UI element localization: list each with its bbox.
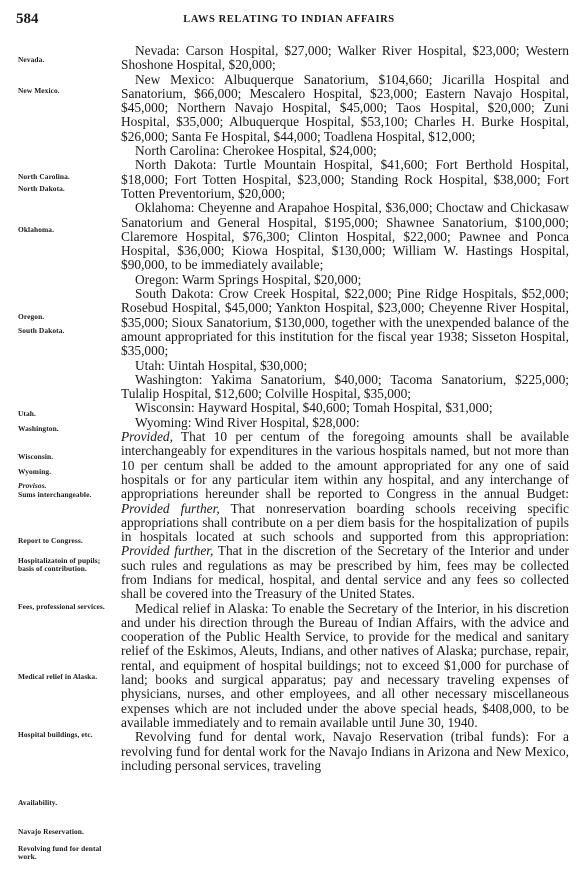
paragraph-revolving-fund: Revolving fund for dental work, Navajo Reservation (tribal funds): For a revolving fund for dental work for the Navajo Indians in Arizona and New Mexico, including personal services, traveling <box>121 729 569 773</box>
margin-note-north-dakota: North Dakota. <box>18 184 65 193</box>
paragraph-medical-relief-alaska: Medical relief in Alaska: To enable the Secretary of the Interior, in his discretion and under his direction through the Bureau of Indian Affairs, with the advice and cooperation of the Public Health Service, to provide for the medical and sanitary relief of the Eskimos, Aleuts, Indians, and other natives of Alaska; purchase, repair, rental, and equipment of hospital buildings; not to exceed $1,000 for purchase of land; books and surgical apparatus; pay and necessary traveling expenses of physicians, nurses, and other employees, and all other necessary miscellaneous expenses which are not included under the above special heads, $408,000, to be available immediately and to remain available until June 30, 1940. <box>121 600 569 730</box>
proviso-further-2: Provided further, <box>121 543 214 559</box>
paragraph-wyoming: Wyoming: Wind River Hospital, $28,000: <box>135 414 360 430</box>
margin-note-oklahoma: Oklahoma. <box>18 225 55 234</box>
margin-note-wisconsin: Wisconsin. <box>18 452 54 461</box>
paragraph-wisconsin: Wisconsin: Hayward Hospital, $40,600; Tomah Hospital, $31,000; <box>135 400 493 416</box>
margin-note-oregon: Oregon. <box>18 312 45 321</box>
margin-note-sums-interchangeable: Sums interchangeable. <box>18 490 92 499</box>
paragraph-north-dakota: North Dakota: Turtle Mountain Hospital, $41,600; Fort Berthold Hospital, $18,000; Fort Totten Hospital, $23,000; Standing Rock Hospital, $38,000; Fort Totten Preventorium, $20,000; <box>121 157 569 201</box>
body-text <box>121 44 569 773</box>
margin-notes <box>0 0 118 875</box>
paragraph-oregon: Oregon: Warm Springs Hospital, $20,000; <box>135 271 362 287</box>
margin-note-fees: Fees, professional services. <box>18 602 105 611</box>
running-title: LAWS RELATING TO INDIAN AFFAIRS <box>183 14 395 25</box>
margin-note-hospitalization: Hospitalizatoin of pupils; basis of contribution. <box>18 556 101 573</box>
margin-note-provisos: Provisos. <box>18 481 47 490</box>
proviso-text-2: That nonreservation boarding schools receiving specific appropriations shall contribute on a per diem basis for the hospitalization of pupils in hospitals located at such schools and supported from this appropriation: <box>121 500 569 545</box>
paragraph-utah: Utah: Uintah Hospital, $30,000; <box>135 357 308 373</box>
margin-note-report-to-congress: Report to Congress. <box>18 536 83 545</box>
margin-note-new-mexico: New Mexico. <box>18 86 60 95</box>
paragraph-provisos <box>121 430 569 602</box>
margin-note-wyoming: Wyoming. <box>18 467 52 476</box>
paragraph-south-dakota: South Dakota: Crow Creek Hospital, $22,000; Pine Ridge Hospitals, $52,000; Rosebud Hospital, $45,000; Yankton Hospital, $23,000; Cheyenne River Hospital, $35,000; Sioux Sanatorium, $130,000, together with the unexpended balance of the amount appropriated for this institution for the fiscal year 1938; Sisseton Hospital, $35,000; <box>121 286 569 359</box>
page-number: 584 <box>16 11 39 27</box>
margin-note-medical-relief: Medical relief in Alaska. <box>18 672 98 681</box>
margin-note-washington: Washington. <box>18 424 59 433</box>
proviso-text-1: That 10 per centum of the foregoing amounts shall be available interchangeably for expenditures in the various hospitals named, but not more than 10 per centum shall be added to the amount appropriated for any one of said hospitals or for any particular item within any hospital, and any interchange of appropriations hereunder shall be reported to Congress in the annual Budget: <box>121 429 569 502</box>
paragraph-oklahoma: Oklahoma: Cheyenne and Arapahoe Hospital, $36,000; Choctaw and Chickasaw Sanatorium and General Hospital, $195,000; Shawnee Sanatorium, $100,000; Claremore Hospital, $76,300; Clinton Hospital, $22,000; Pawnee and Ponca Hospital, $36,000; Kiowa Hospital, $130,000; William W. Hastings Hospital, $90,000, to be immediately available; <box>121 200 569 273</box>
paragraph-north-carolina: North Carolina: Cherokee Hospital, $24,000; <box>135 143 377 159</box>
paragraph-washington: Washington: Yakima Sanatorium, $40,000; Tacoma Sanatorium, $225,000; Tulalip Hospital, $12,600; Colville Hospital, $35,000; <box>121 371 569 402</box>
margin-note-utah: Utah. <box>18 409 36 418</box>
margin-note-south-dakota: South Dakota. <box>18 326 65 335</box>
margin-note-availability: Availability. <box>18 798 58 807</box>
margin-note-nevada: Nevada. <box>18 55 45 64</box>
margin-note-hospital-buildings: Hospital buildings, etc. <box>18 730 93 739</box>
proviso-further-1: Provided further, <box>121 500 220 516</box>
margin-note-north-carolina: North Carolina. <box>18 172 70 181</box>
paragraph-new-mexico: New Mexico: Albuquerque Sanatorium, $104,660; Jicarilla Hospital and Sanatorium, $66,000; Mescalero Hospital, $23,000; Eastern Navajo Hospital, $45,000; Northern Navajo Hospital, $45,000; Taos Hospital, $20,000; Zuni Hospital, $35,000; Albuquerque Hospital, $53,100; Charles H. Burke Hospital, $26,000; Santa Fe Hospital, $44,000; Toadlena Hospital, $12,000; <box>121 71 569 144</box>
proviso-text-3: That in the discretion of the Secretary of the Interior and under such rules and regulations as may be prescribed by him, fees may be collected from Indians for medical, hospital, and dental service and any fees so collected shall be covered into the Treasury of the United States. <box>121 543 570 602</box>
proviso-lead: Provided, <box>121 429 173 445</box>
paragraph-nevada: Nevada: Carson Hospital, $27,000; Walker River Hospital, $23,000; Western Shoshone Hospital, $20,000; <box>121 43 569 73</box>
margin-note-revolving-fund: Revolving fund for dental work. <box>18 844 102 861</box>
margin-note-navajo-reservation: Navajo Reservation. <box>18 827 84 836</box>
